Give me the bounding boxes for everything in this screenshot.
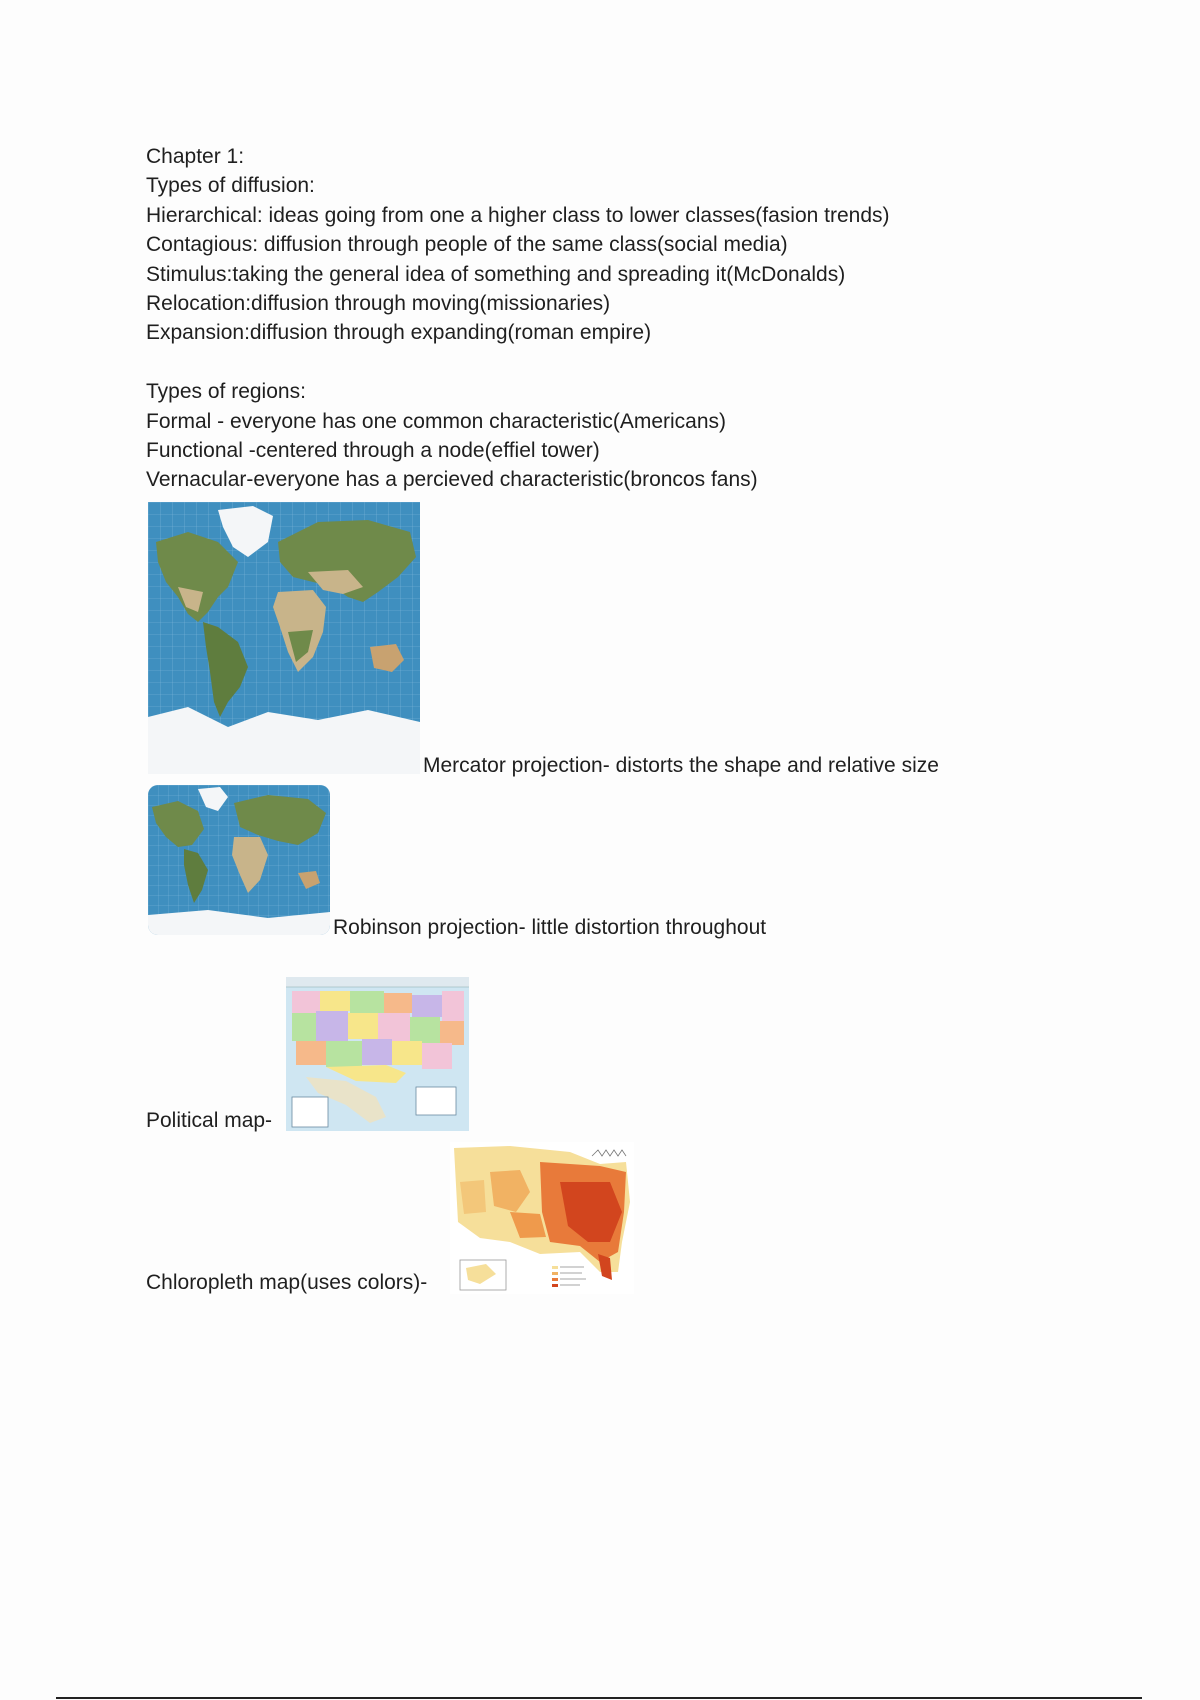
chapter-title: Chapter 1: — [146, 145, 245, 168]
diffusion-heading: Types of diffusion: — [146, 174, 315, 197]
diffusion-item-expansion: Expansion:diffusion through expanding(roman empire) — [146, 321, 652, 344]
robinson-caption: Robinson projection- little distortion throughout — [333, 916, 767, 939]
political-map-label: Political map- — [146, 1109, 273, 1132]
diffusion-item-hierarchical: Hierarchical: ideas going from one a higher class to lower classes(fasion trends) — [146, 204, 890, 227]
diffusion-item-stimulus: Stimulus:taking the general idea of something and spreading it(McDonalds) — [146, 263, 846, 286]
region-item-formal: Formal - everyone has one common characteristic(Americans) — [146, 410, 727, 433]
chloropleth-map-label: Chloropleth map(uses colors)- — [146, 1271, 428, 1294]
region-item-vernacular: Vernacular-everyone has a percieved characteristic(broncos fans) — [146, 468, 758, 491]
chloropleth-map-image — [450, 1142, 634, 1294]
mercator-map-image — [148, 502, 420, 774]
region-item-functional: Functional -centered through a node(effiel tower) — [146, 439, 600, 462]
regions-heading: Types of regions: — [146, 380, 306, 403]
political-map-image — [286, 977, 469, 1131]
page-bottom-rule — [56, 1697, 1142, 1699]
robinson-map-image — [148, 785, 330, 935]
diffusion-item-relocation: Relocation:diffusion through moving(missionaries) — [146, 292, 611, 315]
mercator-caption: Mercator projection- distorts the shape and relative size — [423, 754, 939, 777]
diffusion-item-contagious: Contagious: diffusion through people of the same class(social media) — [146, 233, 788, 256]
